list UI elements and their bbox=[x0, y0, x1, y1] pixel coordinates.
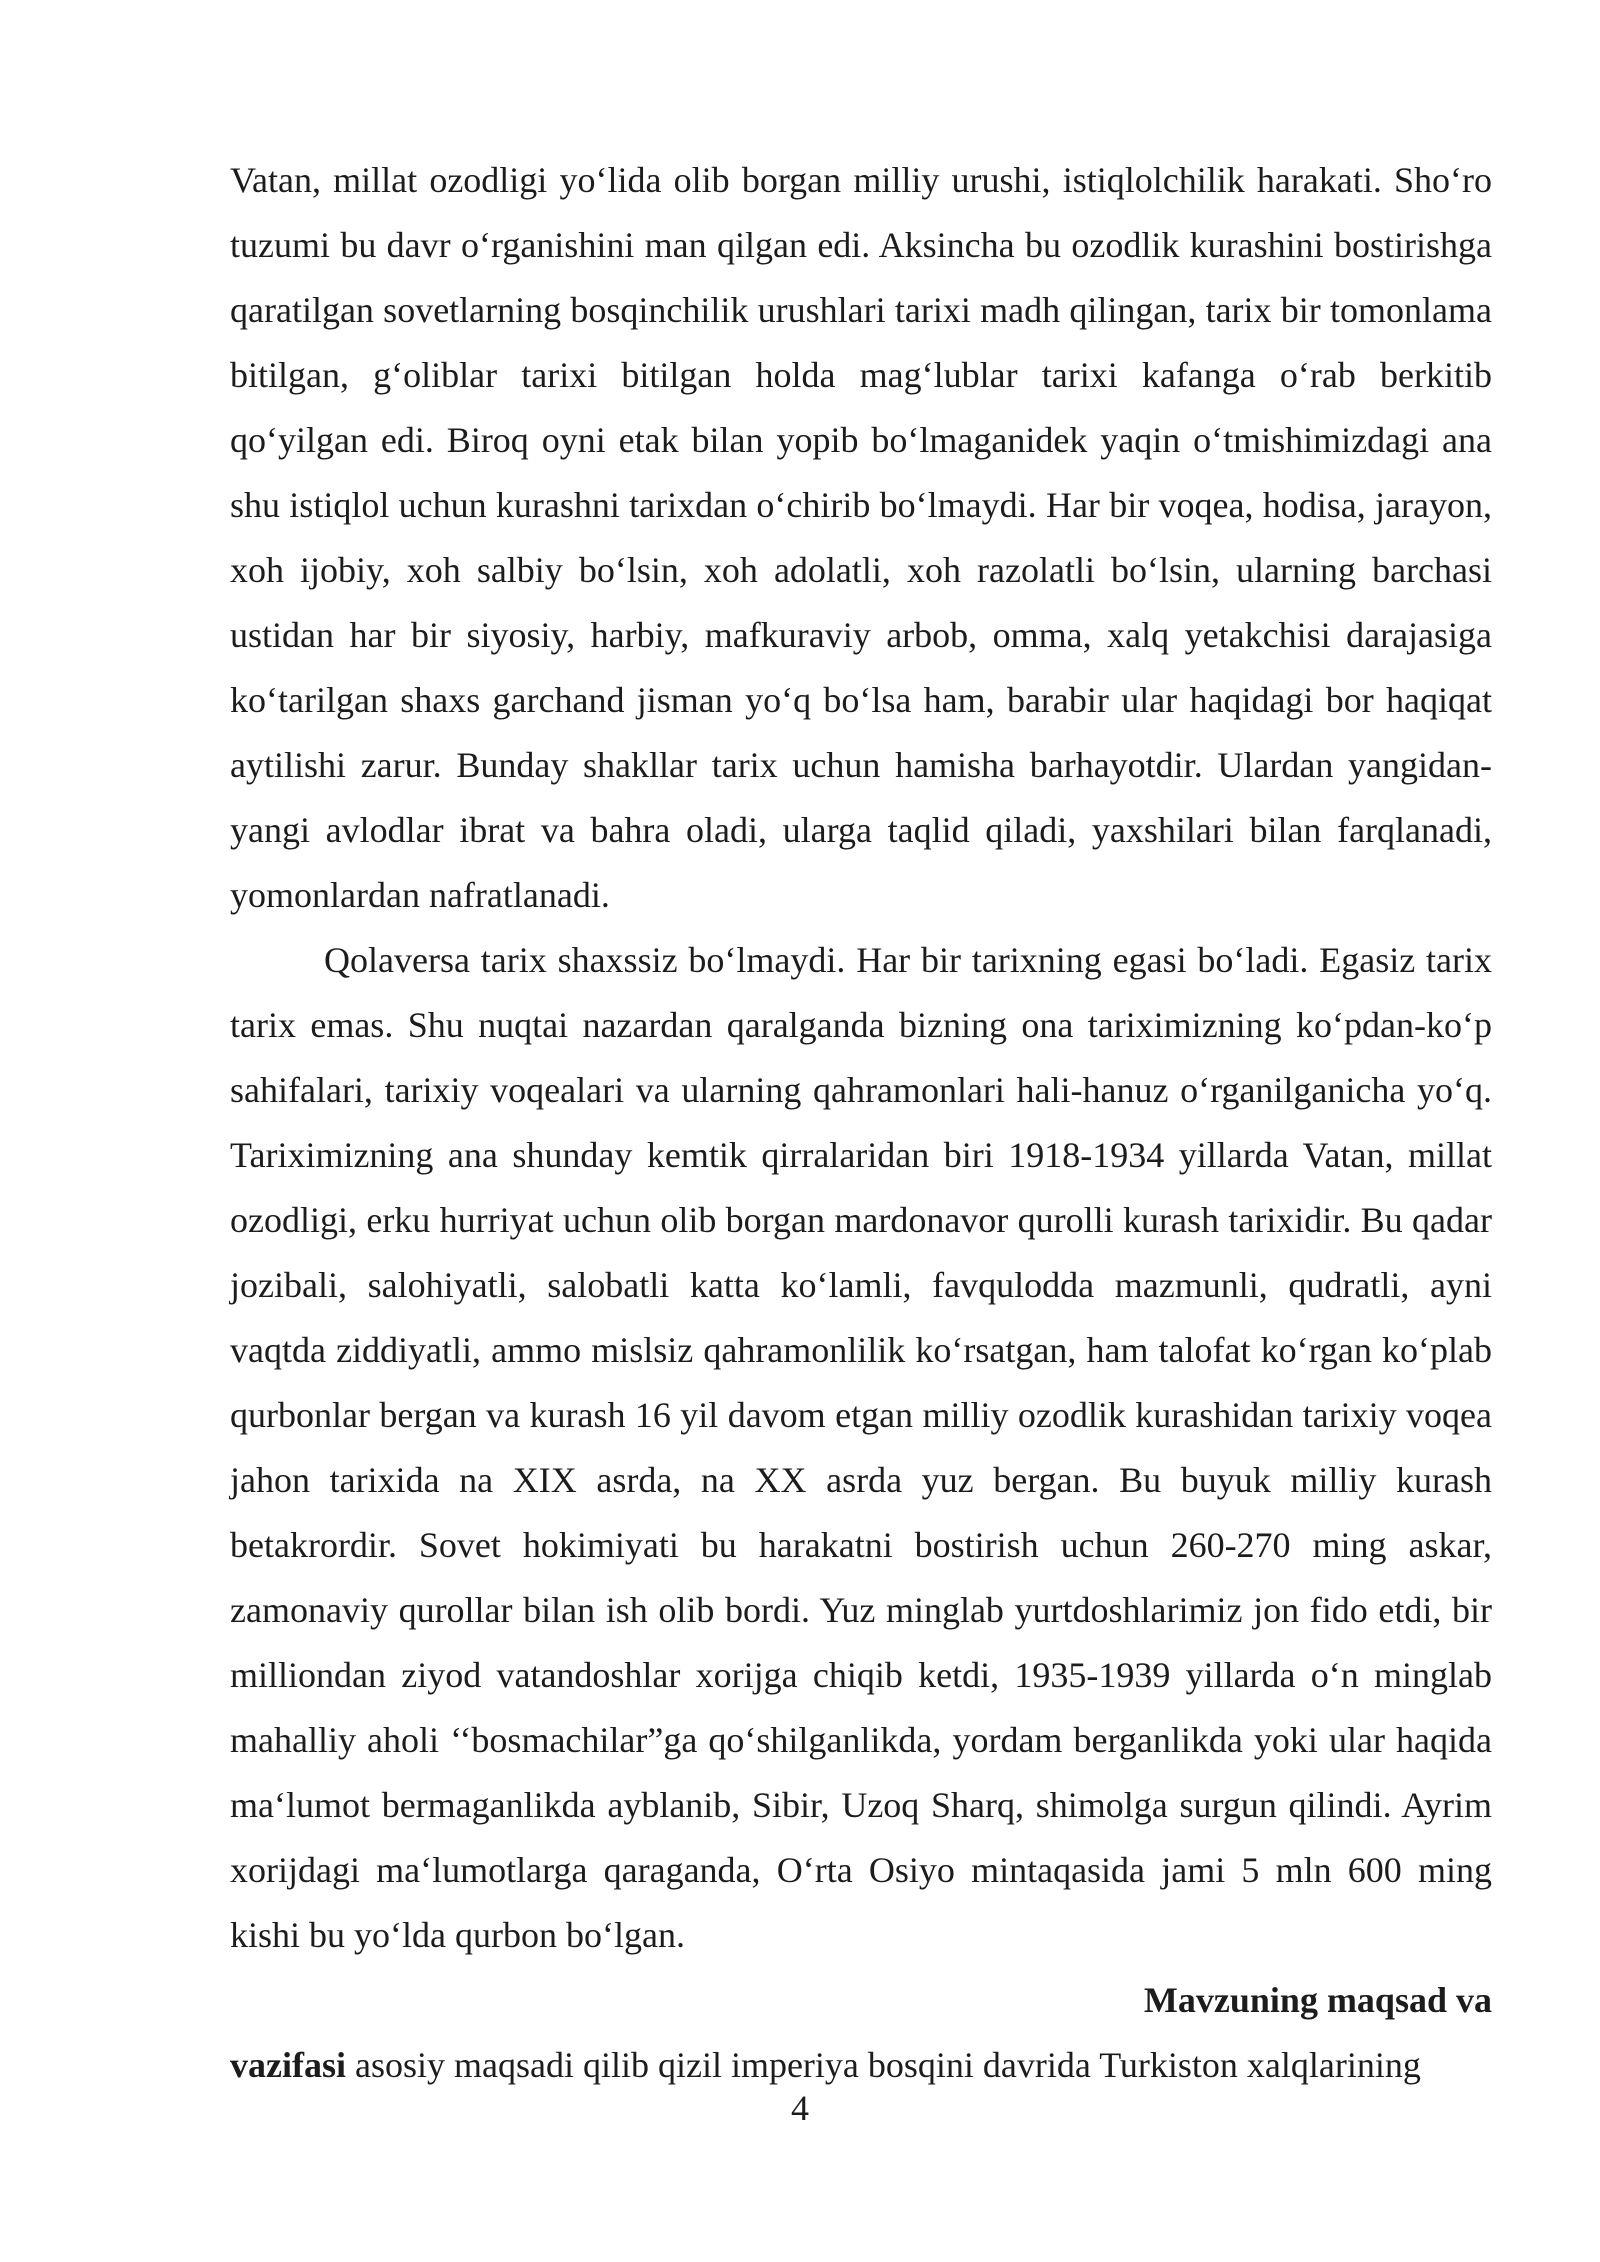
page-number: 4 bbox=[791, 2088, 809, 2128]
paragraph-2: Qolaversa tarix shaxssiz bo‘lmaydi. Har bir tarixning egasi bo‘ladi. Egasiz tarix tarix emas. Shu nuqtai nazardan qaralganda bizning ona tariximizning ko‘pdan-ko‘p sahifalari, tarixiy voqealari va ularning qahramonlari hali-hanuz o‘rganilganicha yo‘q. Tariximizning ana shunday kemtik qirralaridan biri 1918-1934 yillarda Vatan, millat ozodligi, erku hurriyat uchun olib borgan mardonavor qurolli kurash tarixidir. Bu qadar jozibali, salohiyatli, salobatli katta ko‘lamli, favqulodda mazmunli, qudratli, ayni vaqtda ziddiyatli, ammo mislsiz qahramonlilik ko‘rsatgan, ham talofat ko‘rgan ko‘plab qurbonlar bergan va kurash 16 yil davom etgan milliy ozodlik kurashidan tarixiy voqea jahon tarixida na XIX asrda, na XX asrda yuz bergan. Bu buyuk milliy kurash betakrordir. Sovet hokimiyati bu harakatni bostirish uchun 260-270 ming askar, zamonaviy qurollar bilan ish olib bordi. Yuz minglab yurtdoshlarimiz jon fido etdi, bir milliondan ziyod vatandoshlar xorijga chiqib ketdi, 1935-1939 yillarda o‘n minglab mahalliy aholi ‘‘bosmachilar”ga qo‘shilganlikda, yordam berganlikda yoki ular haqida ma‘lumot bermaganlikda ayblanib, Sibir, Uzoq Sharq, shimolga surgun qilindi. Ayrim xorijdagi ma‘lumotlarga qaraganda, O‘rta Osiyo mintaqasida jami 5 mln 600 ming kishi bu yo‘lda qurbon bo‘lgan. bbox=[230, 940, 1492, 1955]
paragraph-1: Vatan, millat ozodligi yo‘lida olib borgan milliy urushi, istiqlolchilik harakati. Sho‘ro tuzumi bu davr o‘rganishini man qilgan edi. Aksincha bu ozodlik kurashini bostirishga qaratilgan sovetlarning bosqinchilik urushlari tarixi madh qilingan, tarix bir tomonlama bitilgan, g‘oliblar tarixi bitilgan holda mag‘lublar tarixi kafanga o‘rab berkitib qo‘yilgan edi. Biroq oyni etak bilan yopib bo‘lmaganidek yaqin o‘tmishimizdagi ana shu istiqlol uchun kurashni tarixdan o‘chirib bo‘lmaydi. Har bir voqea, hodisa, jarayon, xoh ijobiy, xoh salbiy bo‘lsin, xoh adolatli, xoh razolatli bo‘lsin, ularning barchasi ustidan har bir siyosiy, harbiy, mafkuraviy arbob, omma, xalq yetakchisi darajasiga ko‘tarilgan shaxs garchand jisman yo‘q bo‘lsa ham, barabir ular haqidagi bor haqiqat aytilishi zarur. Bunday shakllar tarix uchun hamisha barhayotdir. Ulardan yangidan-yangi avlodlar ibrat va bahra oladi, ularga taqlid qiladi, yaxshilari bilan farqlanadi, yomonlardan nafratlanadi. bbox=[230, 160, 1492, 915]
section-heading-continuation: vazifasi bbox=[230, 2045, 346, 2085]
paragraph-3-text: asosiy maqsadi qilib qizil imperiya bosqini davrida Turkiston xalqlarining bbox=[345, 2045, 1421, 2085]
body-text bbox=[230, 148, 1492, 2098]
section-heading: Mavzuning maqsad va bbox=[1143, 1980, 1492, 2020]
